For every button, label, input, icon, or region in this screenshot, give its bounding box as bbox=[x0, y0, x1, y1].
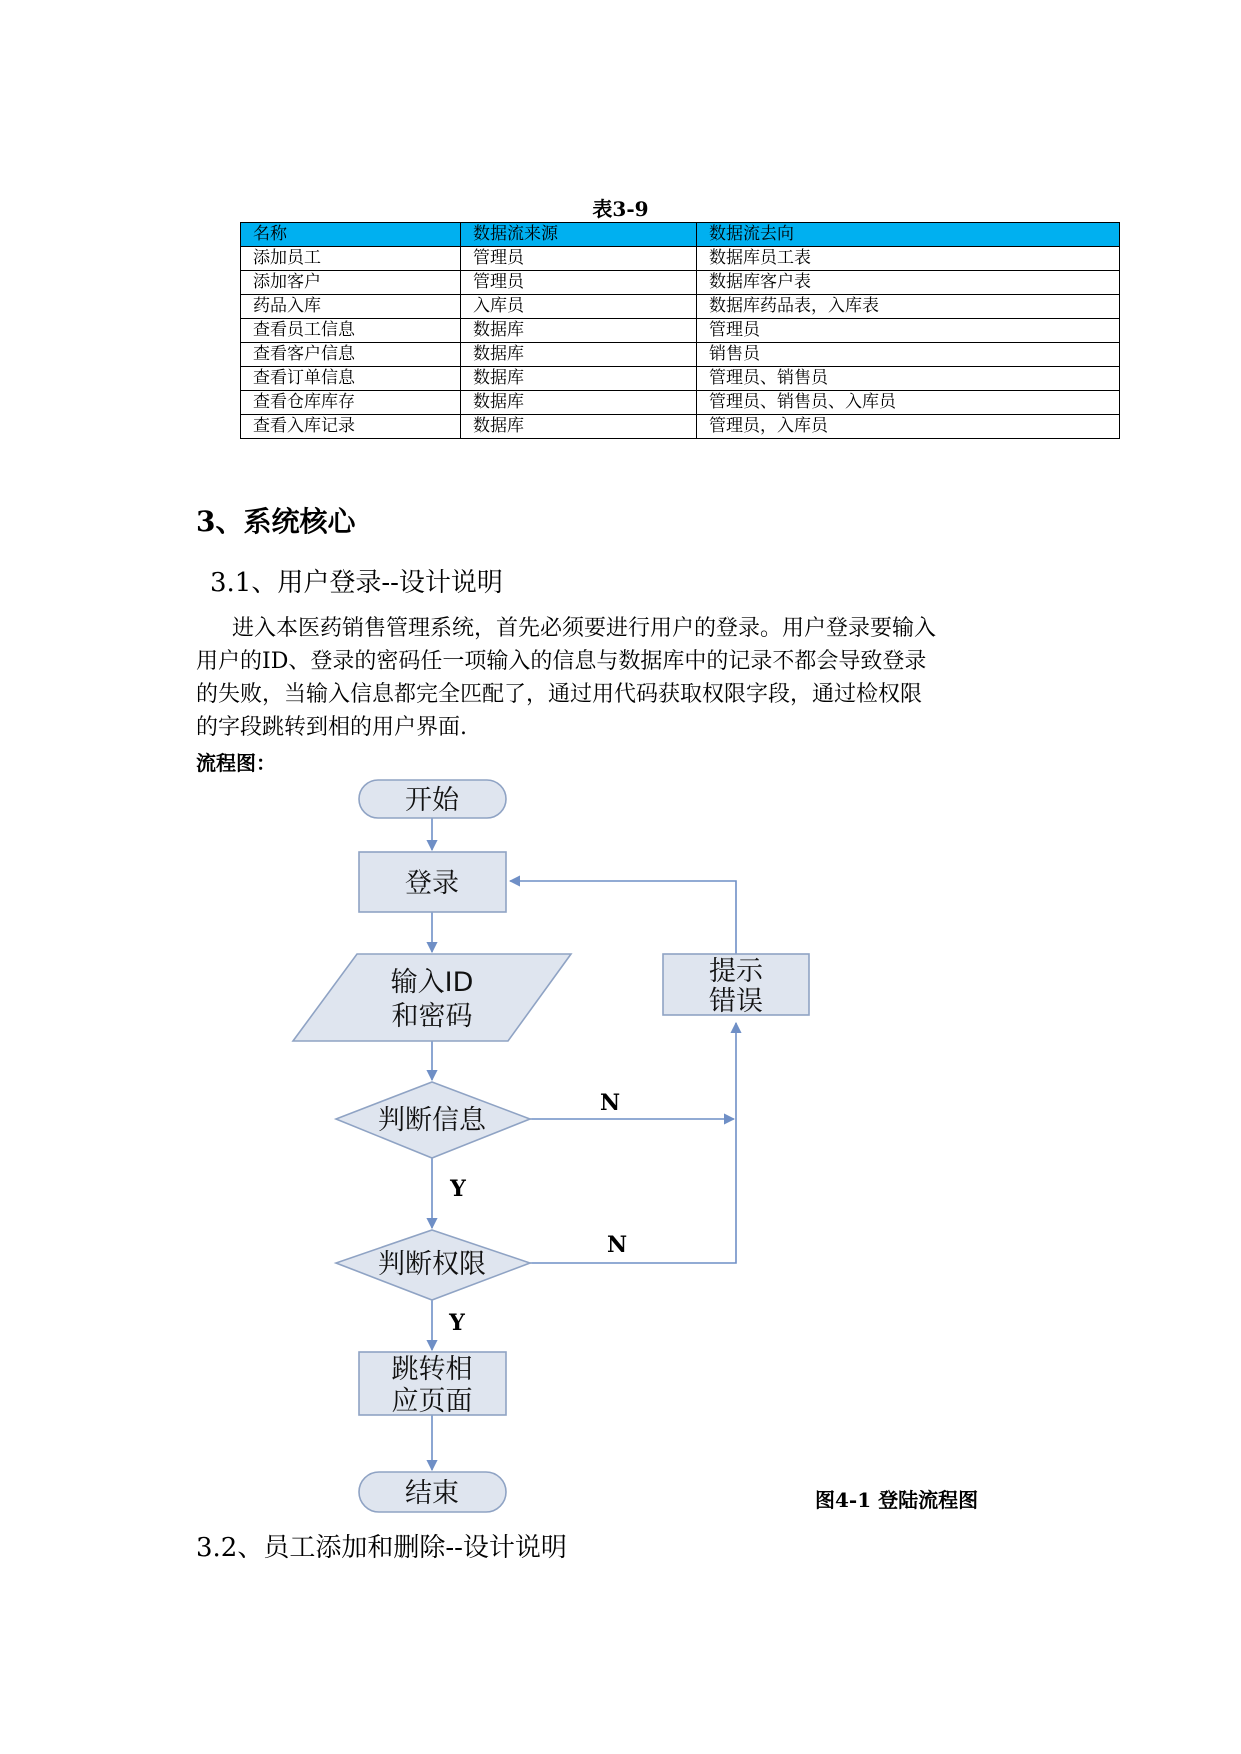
figure-caption: 图4-1 登陆流程图 bbox=[815, 1488, 979, 1512]
table-cell: 数据库 bbox=[461, 391, 697, 415]
table-cell: 管理员，入库员 bbox=[697, 415, 1120, 439]
paragraph-line: 用户的ID、登录的密码任一项输入的信息与数据库中的记录不都会导致登录 bbox=[196, 649, 927, 674]
table-cell: 查看客户信息 bbox=[241, 343, 461, 367]
node-start bbox=[359, 780, 506, 818]
edge-label-info-no: N bbox=[599, 1090, 621, 1116]
table-cell: 管理员 bbox=[461, 271, 697, 295]
table-cell: 查看入库记录 bbox=[241, 415, 461, 439]
edge-checkperm-no bbox=[530, 1023, 736, 1263]
table-cell: 管理员 bbox=[461, 247, 697, 271]
table-cell: 管理员、销售员、入库员 bbox=[697, 391, 1120, 415]
node-jump-text-line1: 跳转相 bbox=[391, 1354, 473, 1385]
node-end bbox=[359, 1472, 506, 1512]
edge-label-perm-yes: Y bbox=[449, 1310, 465, 1336]
table-cell: 销售员 bbox=[697, 343, 1120, 367]
edge-label-perm-no: N bbox=[606, 1232, 628, 1258]
node-input-text-line1: 输入ID bbox=[390, 967, 474, 998]
node-error-text-line2: 错误 bbox=[709, 986, 763, 1017]
table-caption: 表3-9 bbox=[592, 197, 649, 221]
edge-label-info-yes: Y bbox=[450, 1176, 466, 1202]
node-error-text-line1: 提示 bbox=[709, 956, 763, 987]
table-cell: 数据库药品表，入库表 bbox=[697, 295, 1120, 319]
node-input bbox=[293, 954, 571, 1041]
node-end-text: 结束 bbox=[405, 1478, 459, 1509]
table-cell: 添加员工 bbox=[241, 247, 461, 271]
table-cell: 数据库客户表 bbox=[697, 271, 1120, 295]
paragraph-line: 的字段跳转到相的用户界面. bbox=[196, 715, 467, 740]
node-login-text: 登录 bbox=[405, 868, 459, 899]
table-cell: 药品入库 bbox=[241, 295, 461, 319]
table-cell: 数据库 bbox=[461, 367, 697, 391]
column-header-destination: 数据流去向 bbox=[697, 223, 1120, 247]
paragraph-line: 的失败，当输入信息都完全匹配了，通过用代码获取权限字段，通过检权限 bbox=[196, 682, 923, 707]
node-error bbox=[663, 954, 809, 1017]
node-check-info bbox=[336, 1082, 530, 1158]
section-heading: 3、系统核心 bbox=[196, 505, 356, 538]
table-cell: 数据库 bbox=[461, 415, 697, 439]
column-header-source: 数据流来源 bbox=[461, 223, 697, 247]
flowchart-label: 流程图： bbox=[196, 751, 276, 775]
table-cell: 数据库员工表 bbox=[697, 247, 1120, 271]
column-header-name: 名称 bbox=[241, 223, 461, 247]
subsection-heading-login: 3.1、用户登录--设计说明 bbox=[210, 568, 503, 598]
table-cell: 入库员 bbox=[461, 295, 697, 319]
table-cell: 管理员 bbox=[697, 319, 1120, 343]
table-cell: 数据库 bbox=[461, 319, 697, 343]
node-check-perm-text: 判断权限 bbox=[378, 1249, 486, 1280]
table-cell: 查看订单信息 bbox=[241, 367, 461, 391]
node-login bbox=[359, 852, 506, 912]
node-input-text-line2: 和密码 bbox=[391, 1001, 473, 1032]
node-check-info-text: 判断信息 bbox=[378, 1105, 486, 1136]
table-cell: 管理员、销售员 bbox=[697, 367, 1120, 391]
paragraph-line: 进入本医药销售管理系统，首先必须要进行用户的登录。用户登录要输入 bbox=[232, 616, 937, 641]
table-cell: 添加客户 bbox=[241, 271, 461, 295]
table-cell: 数据库 bbox=[461, 343, 697, 367]
node-jump bbox=[359, 1352, 506, 1417]
node-check-perm bbox=[336, 1230, 530, 1300]
node-jump-text-line2: 应页面 bbox=[391, 1386, 473, 1417]
subsection-heading-staff: 3.2、员工添加和删除--设计说明 bbox=[196, 1533, 567, 1563]
edge-error-login bbox=[510, 881, 736, 954]
table-cell: 查看员工信息 bbox=[241, 319, 461, 343]
node-start-text: 开始 bbox=[405, 785, 459, 816]
table-cell: 查看仓库库存 bbox=[241, 391, 461, 415]
